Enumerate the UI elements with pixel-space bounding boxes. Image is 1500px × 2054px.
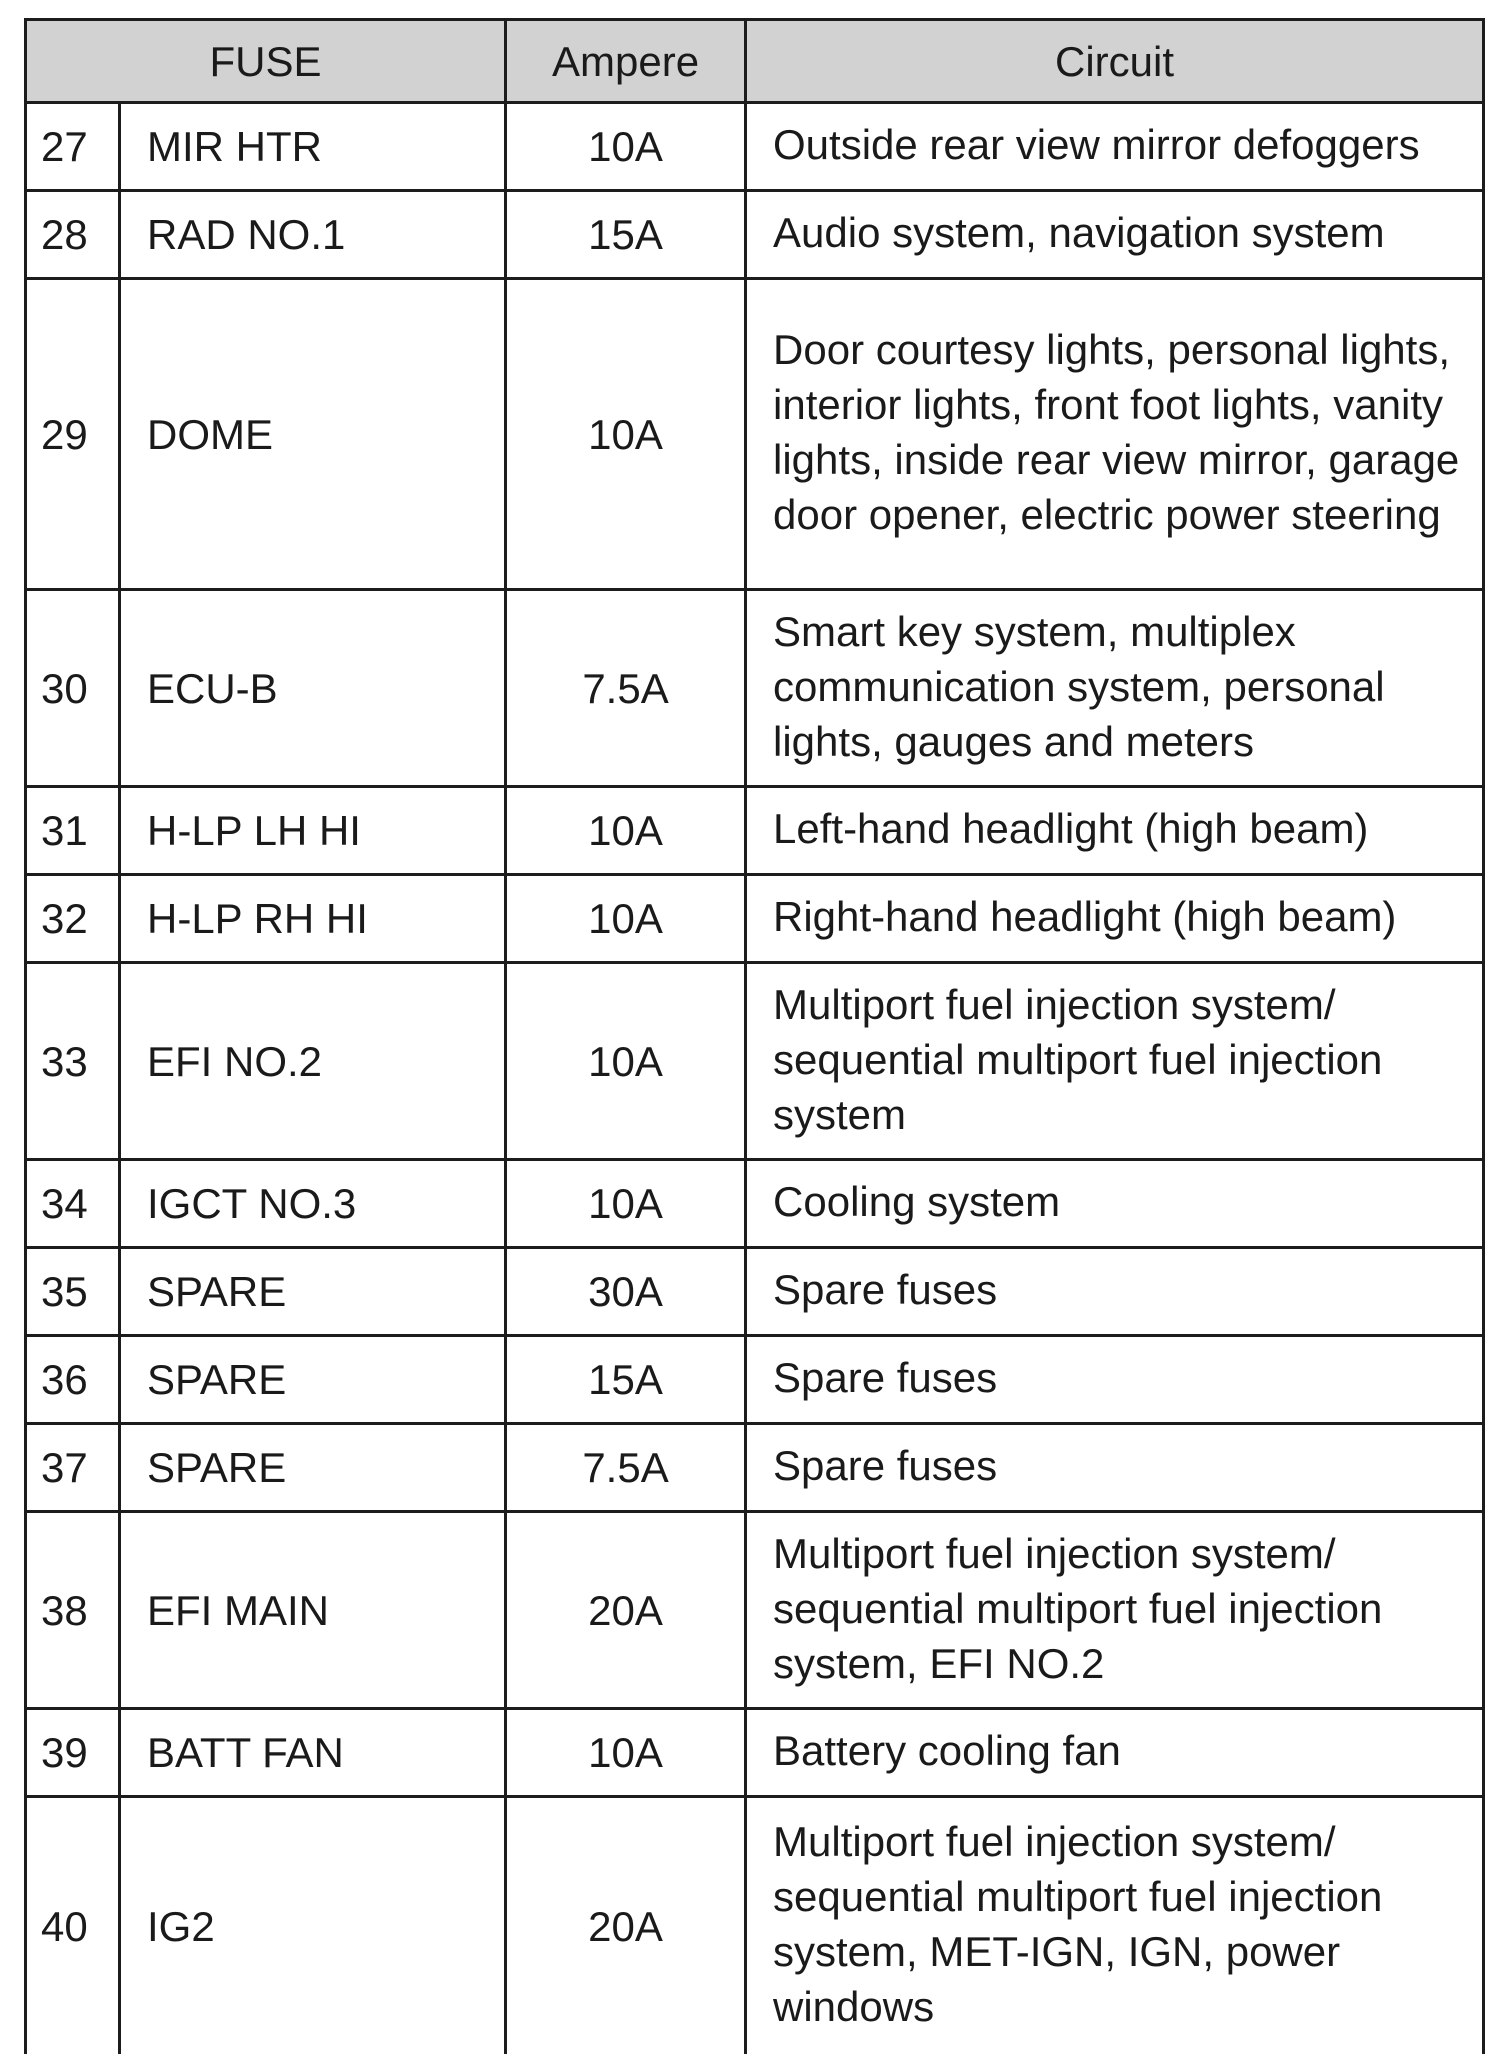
fuse-ampere: 30A <box>506 1248 746 1336</box>
fuse-name: IG2 <box>120 1797 506 2054</box>
fuse-circuit: Multiport fuel injection system/ sequential multiport fuel injection system, MET-IGN, IGN, power windows <box>746 1797 1484 2054</box>
fuse-circuit: Battery cooling fan <box>746 1709 1484 1797</box>
fuse-circuit: Audio system, navigation system <box>746 191 1484 279</box>
table-row <box>26 1709 1484 1797</box>
fuse-name: H-LP LH HI <box>120 787 506 875</box>
fuse-ampere: 10A <box>506 963 746 1160</box>
fuse-ampere: 10A <box>506 875 746 963</box>
fuse-ampere: 7.5A <box>506 590 746 787</box>
fuse-name: EFI MAIN <box>120 1512 506 1709</box>
table-row <box>26 1797 1484 2054</box>
fuse-circuit: Spare fuses <box>746 1336 1484 1424</box>
fuse-name: SPARE <box>120 1248 506 1336</box>
table-row <box>26 1160 1484 1248</box>
fuse-name: ECU-B <box>120 590 506 787</box>
fuse-number: 29 <box>26 279 120 590</box>
fuse-ampere: 10A <box>506 1709 746 1797</box>
table-row <box>26 1424 1484 1512</box>
fuse-number: 31 <box>26 787 120 875</box>
fuse-ampere: 15A <box>506 1336 746 1424</box>
table-row <box>26 1512 1484 1709</box>
fuse-name: MIR HTR <box>120 103 506 191</box>
fuse-number: 33 <box>26 963 120 1160</box>
fuse-name: EFI NO.2 <box>120 963 506 1160</box>
fuse-circuit: Left-hand headlight (high beam) <box>746 787 1484 875</box>
fuse-table <box>24 18 1485 2054</box>
fuse-circuit: Spare fuses <box>746 1248 1484 1336</box>
fuse-circuit: Multiport fuel injection system/ sequential multiport fuel injection system <box>746 963 1484 1160</box>
fuse-number: 34 <box>26 1160 120 1248</box>
table-row <box>26 1336 1484 1424</box>
header-circuit: Circuit <box>746 20 1484 103</box>
table-header-row <box>26 20 1484 103</box>
fuse-circuit: Door courtesy lights, personal lights, interior lights, front foot lights, vanity lights, inside rear view mirror, garage door opener, electric power steering <box>746 279 1484 590</box>
table-row <box>26 963 1484 1160</box>
fuse-circuit: Right-hand headlight (high beam) <box>746 875 1484 963</box>
table-row <box>26 191 1484 279</box>
header-fuse: FUSE <box>26 20 506 103</box>
fuse-name: H-LP RH HI <box>120 875 506 963</box>
fuse-name: BATT FAN <box>120 1709 506 1797</box>
fuse-name: DOME <box>120 279 506 590</box>
fuse-ampere: 7.5A <box>506 1424 746 1512</box>
table-row <box>26 875 1484 963</box>
fuse-name: IGCT NO.3 <box>120 1160 506 1248</box>
fuse-name: SPARE <box>120 1336 506 1424</box>
table-row <box>26 103 1484 191</box>
fuse-ampere: 15A <box>506 191 746 279</box>
fuse-number: 37 <box>26 1424 120 1512</box>
fuse-number: 35 <box>26 1248 120 1336</box>
fuse-ampere: 10A <box>506 787 746 875</box>
fuse-number: 30 <box>26 590 120 787</box>
fuse-number: 32 <box>26 875 120 963</box>
fuse-circuit: Spare fuses <box>746 1424 1484 1512</box>
fuse-circuit: Multiport fuel injection system/ sequential multiport fuel injection system, EFI NO.2 <box>746 1512 1484 1709</box>
fuse-ampere: 10A <box>506 279 746 590</box>
table-row <box>26 1248 1484 1336</box>
fuse-number: 40 <box>26 1797 120 2054</box>
fuse-ampere: 10A <box>506 1160 746 1248</box>
fuse-circuit: Cooling system <box>746 1160 1484 1248</box>
fuse-name: RAD NO.1 <box>120 191 506 279</box>
fuse-number: 27 <box>26 103 120 191</box>
fuse-ampere: 10A <box>506 103 746 191</box>
fuse-number: 36 <box>26 1336 120 1424</box>
fuse-number: 38 <box>26 1512 120 1709</box>
fuse-circuit: Outside rear view mirror defoggers <box>746 103 1484 191</box>
fuse-circuit: Smart key system, multiplex communication system, personal lights, gauges and meters <box>746 590 1484 787</box>
table-row <box>26 787 1484 875</box>
fuse-ampere: 20A <box>506 1512 746 1709</box>
header-ampere: Ampere <box>506 20 746 103</box>
fuse-number: 39 <box>26 1709 120 1797</box>
fuse-ampere: 20A <box>506 1797 746 2054</box>
table-row <box>26 279 1484 590</box>
fuse-name: SPARE <box>120 1424 506 1512</box>
fuse-number: 28 <box>26 191 120 279</box>
table-row <box>26 590 1484 787</box>
